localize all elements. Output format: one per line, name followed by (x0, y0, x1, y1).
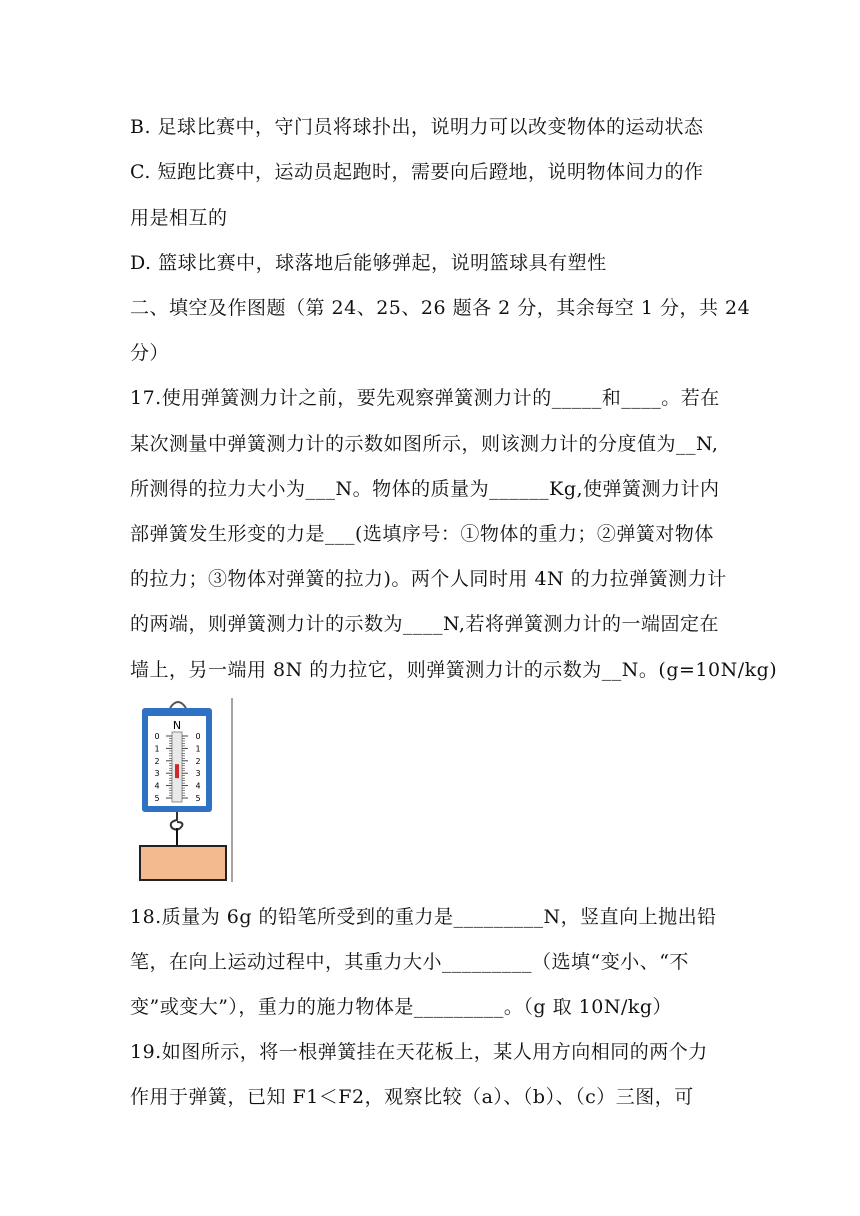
spring-scale-figure (128, 696, 236, 882)
bottom-hook (171, 812, 183, 830)
scale-label-left: 2 (154, 756, 160, 766)
question-17-line-4: 部弹簧发生形变的力是___(选填序号：①物体的重力；②弹簧对物体 (130, 523, 714, 545)
scale-label-left: 0 (154, 732, 160, 741)
scale-label-right: 2 (195, 756, 201, 766)
question-18-line-1: 18.质量为 6g 的铅笔所受到的重力是_________N，竖直向上抛出铅 (130, 906, 717, 928)
section-heading-line-2: 分） (130, 342, 170, 364)
scale-label-right: 1 (195, 744, 201, 754)
scale-label-left: 1 (154, 744, 160, 754)
scale-label-right: 3 (195, 769, 201, 779)
scale-label-right: 5 (195, 794, 201, 803)
hanging-block (140, 846, 226, 880)
section-heading-line-1: 二、填空及作图题（第 24、25、26 题各 2 分，其余每空 1 分，共 24 (130, 297, 751, 319)
question-17-line-6: 的两端，则弹簧测力计的示数为____N,若将弹簧测力计的一端固定在 (130, 613, 719, 635)
question-18-line-3: 变”或变大”），重力的施力物体是_________。（g 取 10N/kg） (130, 996, 673, 1018)
scale-label-left: 3 (154, 769, 160, 779)
question-17-line-5: 的拉力；③物体对弹簧的拉力)。两个人同时用 4N 的力拉弹簧测力计 (130, 568, 727, 590)
question-19-line-1: 19.如图所示，将一根弹簧挂在天花板上，某人用方向相同的两个力 (130, 1041, 708, 1063)
text-line-4: D. 篮球比赛中，球落地后能够弹起，说明篮球具有塑性 (130, 252, 607, 274)
scale-label-left: 5 (154, 794, 160, 803)
scale-label-left: 4 (154, 781, 160, 791)
text-line-2: C. 短跑比赛中，运动员起跑时，需要向后蹬地，说明物体间力的作 (130, 161, 704, 183)
scale-label-right: 0 (195, 732, 201, 741)
scale-label-right: 4 (195, 781, 201, 791)
reading-indicator (175, 764, 179, 778)
question-17-line-2: 某次测量中弹簧测力计的示数如图所示，则该测力计的分度值为__N, (130, 433, 719, 455)
unit-label: N (172, 719, 182, 732)
question-17-line-1: 17.使用弹簧测力计之前，要先观察弹簧测力计的_____和____。若在 (130, 387, 720, 409)
text-line-3: 用是相互的 (130, 207, 228, 229)
top-ring (170, 702, 186, 708)
text-line-1: B. 足球比赛中，守门员将球扑出，说明力可以改变物体的运动状态 (130, 116, 704, 138)
question-17-line-3: 所测得的拉力大小为___N。物体的质量为______Kg,使弹簧测力计内 (130, 478, 720, 500)
question-18-line-2: 笔，在向上运动过程中，其重力大小_________（选填“变小、“不 (130, 951, 689, 973)
question-17-line-7: 墙上，另一端用 8N 的力拉它，则弹簧测力计的示数为__N。(g=10N/kg) (130, 659, 778, 681)
question-19-line-2: 作用于弹簧，已知 F1＜F2，观察比较（a）、（b）、（c）三图，可 (130, 1086, 694, 1108)
